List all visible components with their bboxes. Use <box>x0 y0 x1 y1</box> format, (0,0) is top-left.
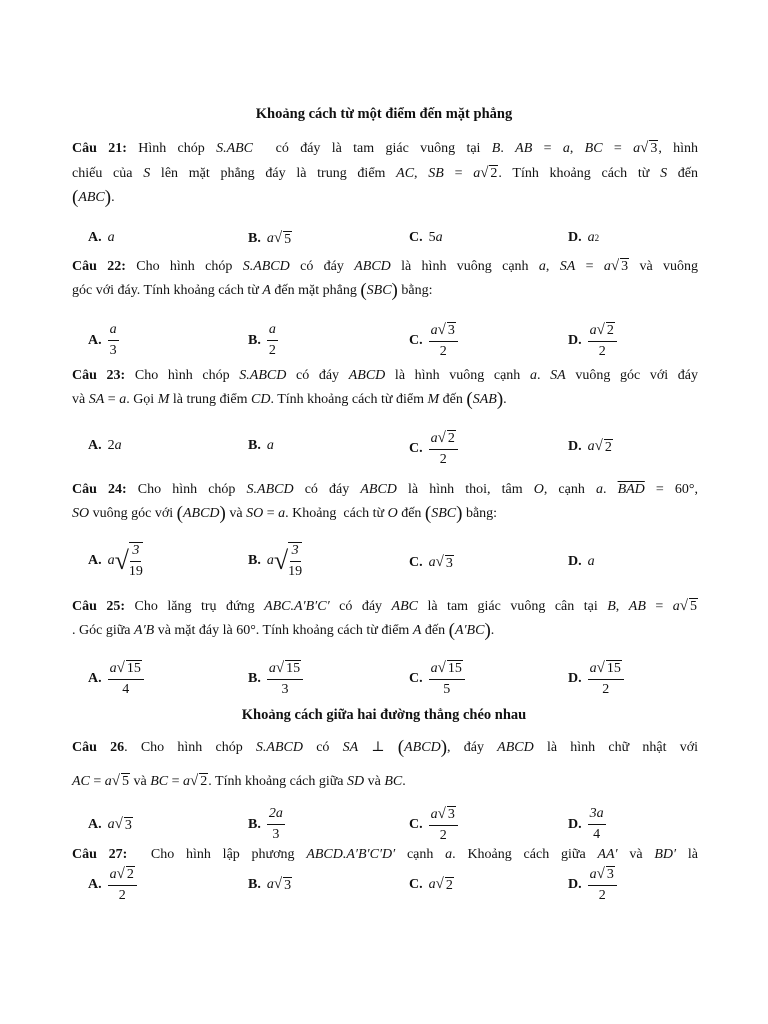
question-23-line-1: Câu 23: Cho hình chóp S.ABCD có đáy ABCD là hình vuông cạnh a. SA vuông góc với đáy <box>72 368 698 383</box>
question-22-line-1: Câu 22: Cho hình chóp S.ABCD có đáy ABCD là hình vuông cạnh a, SA = a√ 3 và vuông <box>72 258 698 274</box>
q27-option-c: C. a √ 2 <box>409 876 453 893</box>
question-25-line-2: . Góc giữa A′B và mặt đáy là 60°. Tính khoảng cách từ điểm A đến (A′BC). <box>72 620 495 641</box>
question-26-line-1: Câu 26. Cho hình chóp S.ABCD có SA ⊥ (ABCD), đáy ABCD là hình chữ nhật với <box>72 737 698 758</box>
section-title-skew-lines: Khoảng cách giữa hai đường thẳng chéo nhau <box>241 707 527 723</box>
question-label: Câu 21: <box>72 141 127 156</box>
question-label: Câu 26 <box>72 740 125 755</box>
q26-option-b: B. $\frac{2a}{3}$ <box>248 806 283 842</box>
q25-option-b: B. $\frac{a√ 15}{3}$ <box>248 660 303 698</box>
q26-option-a: A. a √ 3 <box>88 816 132 833</box>
q23-option-b: B. a <box>248 438 274 453</box>
question-label: Câu 24: <box>72 482 127 497</box>
question-label: Câu 23: <box>72 368 126 383</box>
q22-option-a: A. $\frac{a}{3}$ <box>88 322 117 358</box>
question-24-line-2: SO vuông góc với (ABCD) và SO = a. Khoảng cách từ O đến (SBC) bằng: <box>72 503 498 524</box>
q21-option-c: C. 5 a <box>409 230 443 245</box>
question-24-line-1: Câu 24: Cho hình chóp S.ABCD có đáy ABCD là hình thoi, tâm O, cạnh a. $\overline{BAD} = 60^\circ$, <box>72 482 698 497</box>
q24-option-d: D. a <box>568 554 595 569</box>
q21-option-a: A. a <box>88 230 115 245</box>
question-23-line-2: và SA = a. Gọi M là trung điểm CD. Tính khoảng cách từ điểm M đến (SAB). <box>72 389 507 410</box>
question-21-line-1: Câu 21: Hình chóp S.ABC có đáy là tam giác vuông tại B. AB = a, BC = a√ 3, hình <box>72 140 699 156</box>
q22-option-b: B. $\frac{a}{2}$ <box>248 322 276 358</box>
q26-option-c: C. $\frac{a√ 3}{2}$ <box>409 806 458 844</box>
question-25-line-1: Câu 25: Cho lăng trụ đứng ABC.A′B′C′ có đáy ABC là tam giác vuông cân tại B, AB = a√ 5 <box>72 598 697 614</box>
q23-option-d: D. a √ 2 <box>568 438 612 455</box>
q21-option-d: D. a 2 <box>568 230 600 245</box>
question-label: Câu 22: <box>72 259 126 274</box>
q24-option-b: B. a √ $\frac{3}{19}$ <box>248 543 303 579</box>
q22-option-c: C. $\frac{a√ 3}{2}$ <box>409 322 458 360</box>
q24-option-c: C. a √ 3 <box>409 554 453 571</box>
q26-option-d: D. $\frac{3a}{4}$ <box>568 806 604 842</box>
q24-option-a: A. a √ $\frac{3}{19}$ <box>88 543 143 579</box>
q27-option-a: A. $\frac{a√ 2}{2}$ <box>88 866 137 904</box>
question-27-line-1: Câu 27: Cho hình lập phương ABCD.A′B′C′D′ cạnh a. Khoảng cách giữa AA′ và BD′ là <box>72 847 698 862</box>
question-21-line-2: chiếu của S lên mặt phẳng đáy là trung điểm AC, SB = a√ 2. Tính khoảng cách từ S đến <box>72 165 698 181</box>
question-26-line-2: AC = a√ 5 và BC = a√ 2. Tính khoảng cách giữa SD và BC. <box>72 773 406 789</box>
question-label: Câu 25: <box>72 599 126 614</box>
q22-option-d: D. $\frac{a√ 2}{2}$ <box>568 322 617 360</box>
q25-option-a: A. $\frac{a√ 15}{4}$ <box>88 660 144 698</box>
q27-option-d: D. $\frac{a√ 3}{2}$ <box>568 866 617 904</box>
q23-option-a: A. 2 a <box>88 438 122 453</box>
question-21-line-3: (ABC). <box>72 187 115 208</box>
question-22-line-2: góc với đáy. Tính khoảng cách từ A đến mặt phẳng (SBC) bằng: <box>72 280 433 301</box>
section-title-point-plane: Khoảng cách từ một điểm đến mặt phẳng <box>255 106 513 122</box>
question-label: Câu 27: <box>72 847 128 862</box>
q23-option-c: C. $\frac{a√ 2}{2}$ <box>409 430 458 468</box>
q27-option-b: B. a √ 3 <box>248 876 292 893</box>
q25-option-d: D. $\frac{a√ 15}{2}$ <box>568 660 624 698</box>
q21-option-b: B. a √ 5 <box>248 230 292 247</box>
q25-option-c: C. $\frac{a√ 15}{5}$ <box>409 660 465 698</box>
